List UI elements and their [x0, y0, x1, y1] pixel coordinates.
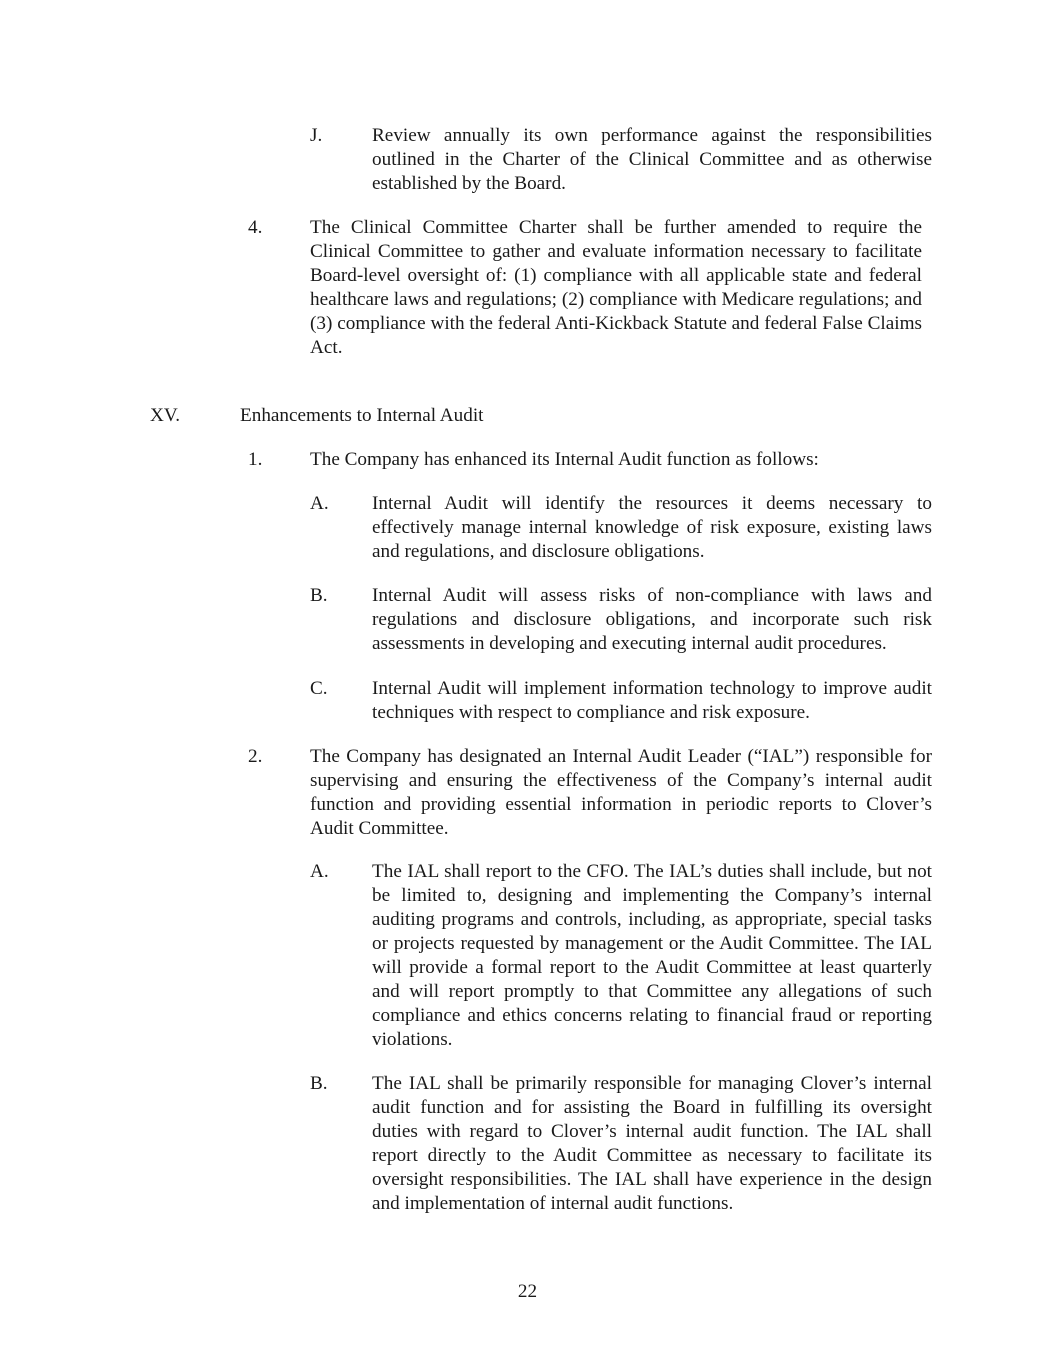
list-item-text: Review annually its own performance against the responsibilities outlined in the Charter of the Clinical Committee and as otherwise established by the Board. — [372, 125, 932, 194]
list-marker: 4. — [248, 217, 263, 238]
list-marker: C. — [310, 678, 328, 699]
list-item-4 — [248, 216, 922, 360]
list-marker: J. — [310, 125, 323, 146]
list-item-text: Internal Audit will assess risks of non-compliance with laws and regulations and disclosure obligations, and incorporate such risk assessments in developing and executing internal audit procedures. — [372, 585, 932, 654]
list-item-text: Internal Audit will implement information technology to improve audit techniques with respect to compliance and risk exposure. — [372, 678, 932, 723]
list-item-text: The IAL shall be primarily responsible for managing Clover’s internal audit function and for assisting the Board in fulfilling its oversight duties with regard to Clover’s internal audit function. The IAL shall report directly to the Audit Committee as necessary to facilitate its oversight responsibilities. The IAL shall have experience in the design and implementation of internal audit functions. — [372, 1073, 932, 1214]
page-number: 22 — [517, 1281, 538, 1302]
list-item-1a — [310, 492, 932, 564]
list-item-text: The IAL shall report to the CFO. The IAL’s duties shall include, but not be limited to, designing and implementing the Company’s internal auditing programs and controls, including, as appropriate, special tasks or projects requested by management or the Audit Committee. The IAL will provide a formal report to the Audit Committee at least quarterly and will report promptly to that Committee any allegations of such compliance and ethics concerns relating to financial fraud or reporting violations. — [372, 861, 932, 1050]
list-marker: A. — [310, 861, 329, 882]
section-title: Enhancements to Internal Audit — [240, 405, 484, 426]
list-item-text: The Company has enhanced its Internal Audit function as follows: — [310, 449, 819, 470]
list-item-2 — [248, 745, 932, 841]
section-number: XV. — [150, 405, 181, 426]
list-item-1 — [248, 448, 932, 472]
list-item-text: The Clinical Committee Charter shall be further amended to require the Clinical Committee to gather and evaluate information necessary to facilitate Board-level oversight of: (1) compliance with all applicable state and federal healthcare laws and regulations; (2) compliance with Medicare regulations; and (3) compliance with the federal Anti-Kickback Statute and federal False Claims Act. — [310, 217, 922, 358]
list-item-text: Internal Audit will identify the resources it deems necessary to effectively manage internal knowledge of risk exposure, existing laws and regulations, and disclosure obligations. — [372, 493, 932, 562]
list-item-2a — [310, 860, 932, 1052]
list-item-1b — [310, 584, 932, 656]
list-marker: A. — [310, 493, 329, 514]
list-item-j — [310, 124, 932, 196]
list-item-2b — [310, 1072, 932, 1216]
list-item-1c — [310, 677, 932, 725]
list-marker: 1. — [248, 449, 263, 470]
list-item-text: The Company has designated an Internal Audit Leader (“IAL”) responsible for supervising and ensuring the effectiveness of the Company’s internal audit function and providing essential information in periodic reports to Clover’s Audit Committee. — [310, 746, 932, 839]
list-marker: B. — [310, 1073, 328, 1094]
list-marker: B. — [310, 585, 328, 606]
list-marker: 2. — [248, 746, 263, 767]
